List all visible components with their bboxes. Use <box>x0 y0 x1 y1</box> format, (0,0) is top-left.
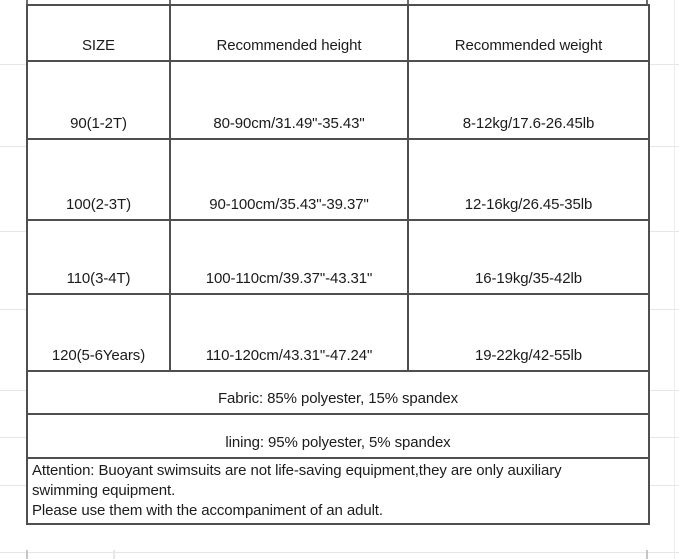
height-cell: 90-100cm/35.43"-39.37" <box>170 139 408 220</box>
lining-note-row <box>27 414 649 458</box>
weight-cell: 19-22kg/42-55lb <box>408 294 649 371</box>
header-size: SIZE <box>27 5 170 61</box>
attention-note-row <box>27 458 649 524</box>
attention-line: Attention: Buoyant swimsuits are not life-saving equipment,they are only auxiliary <box>32 462 562 479</box>
attention-line: Please use them with the accompaniment of an adult. <box>32 502 383 519</box>
height-cell: 100-110cm/39.37"-43.31" <box>170 220 408 294</box>
table-row <box>27 139 649 220</box>
table-border-stub <box>113 550 115 559</box>
size-cell: 110(3-4T) <box>27 220 170 294</box>
attention-line: swimming equipment. <box>32 482 176 499</box>
table-border-stub <box>646 550 648 559</box>
table-row <box>27 61 649 139</box>
table-row <box>27 220 649 294</box>
height-cell: 110-120cm/43.31"-47.24" <box>170 294 408 371</box>
spreadsheet-gridline-h <box>0 552 679 553</box>
table-row <box>27 294 649 371</box>
header-height: Recommended height <box>170 5 408 61</box>
size-cell: 90(1-2T) <box>27 61 170 139</box>
spreadsheet-gridline-v <box>674 0 675 559</box>
table-border-stub <box>26 550 28 559</box>
size-cell: 120(5-6Years) <box>27 294 170 371</box>
weight-cell: 12-16kg/26.45-35lb <box>408 139 649 220</box>
header-weight: Recommended weight <box>408 5 649 61</box>
size-cell: 100(2-3T) <box>27 139 170 220</box>
weight-cell: 8-12kg/17.6-26.45lb <box>408 61 649 139</box>
weight-cell: 16-19kg/35-42lb <box>408 220 649 294</box>
size-chart-table <box>26 4 650 525</box>
attention-note-cell <box>27 458 649 524</box>
fabric-note-cell: Fabric: 85% polyester, 15% spandex <box>27 371 649 414</box>
header-row <box>27 5 649 61</box>
lining-note-cell: lining: 95% polyester, 5% spandex <box>27 414 649 458</box>
fabric-note-row <box>27 371 649 414</box>
height-cell: 80-90cm/31.49"-35.43" <box>170 61 408 139</box>
